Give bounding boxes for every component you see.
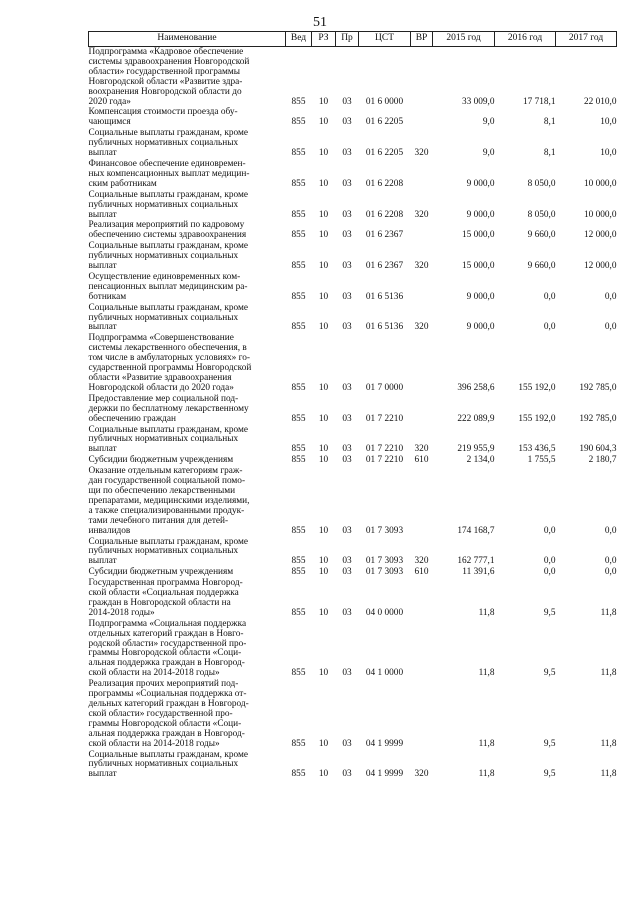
row-ved: 855 bbox=[291, 525, 306, 536]
row-pr: 03 bbox=[342, 567, 352, 578]
row-pr: 03 bbox=[342, 769, 352, 780]
row-cst: 01 7 2210 bbox=[365, 455, 404, 466]
table-row bbox=[89, 619, 617, 679]
table-row bbox=[89, 272, 617, 303]
row-name bbox=[89, 159, 286, 190]
row-rz: 10 bbox=[318, 117, 329, 128]
row-name-line: Социальные выплаты гражданам, кроме bbox=[88, 424, 248, 435]
row-name-line: ской области» государственной про- bbox=[88, 708, 233, 719]
row-vr bbox=[411, 333, 433, 393]
row-amount-2015: 9,0 bbox=[482, 117, 495, 128]
row-name-line: Социальные выплаты гражданам, кроме bbox=[88, 302, 248, 313]
row-name-line: Социальные выплаты гражданам, кроме bbox=[88, 241, 248, 252]
row-name bbox=[89, 333, 286, 393]
row-name bbox=[89, 394, 286, 425]
row-cst: 01 6 2205 bbox=[365, 148, 404, 159]
row-name-line: Осуществление единовременных ком- bbox=[88, 271, 241, 282]
row-name-line: 2014-2018 годы» bbox=[88, 607, 155, 618]
row-vr bbox=[411, 394, 433, 425]
row-name-line: Финансовое обеспечение единовремен- bbox=[88, 158, 246, 169]
row-vr bbox=[411, 679, 433, 749]
row-amount-2016: 9,5 bbox=[543, 607, 556, 618]
row-cst: 04 0 0000 bbox=[365, 607, 404, 618]
row-cst: 01 6 2208 bbox=[365, 209, 404, 220]
row-name-line: держки по бесплатному лекарственному bbox=[88, 403, 249, 414]
row-ved: 855 bbox=[291, 738, 306, 749]
table-row bbox=[89, 303, 617, 334]
row-name-line: обеспечению системы здравоохранения bbox=[88, 230, 247, 241]
row-ved: 855 bbox=[291, 209, 306, 220]
row-name-line: Социальные выплаты гражданам, кроме bbox=[88, 749, 248, 760]
table-body bbox=[89, 47, 617, 781]
row-pr: 03 bbox=[342, 261, 352, 272]
row-ved: 855 bbox=[291, 230, 306, 241]
row-name-line: публичных нормативных социальных bbox=[88, 251, 239, 262]
row-ved: 855 bbox=[291, 769, 306, 780]
row-name-line: выплат bbox=[88, 444, 117, 455]
row-pr: 03 bbox=[342, 148, 352, 159]
row-amount-2016: 9 660,0 bbox=[527, 230, 556, 241]
row-ved: 855 bbox=[291, 178, 306, 189]
row-rz: 10 bbox=[318, 291, 329, 302]
header-2016: 2016 год bbox=[495, 32, 556, 47]
row-ved: 855 bbox=[291, 567, 306, 578]
row-amount-2015: 222 089,9 bbox=[457, 413, 495, 424]
row-rz: 10 bbox=[318, 769, 329, 780]
row-amount-2017: 192 785,0 bbox=[579, 413, 617, 424]
row-amount-2017: 0,0 bbox=[604, 525, 617, 536]
row-name-line: граммы Новгородской области «Соци- bbox=[88, 718, 242, 729]
row-name-line: Субсидии бюджетным учреждениям bbox=[88, 567, 234, 578]
row-cst: 01 6 2208 bbox=[365, 178, 404, 189]
table-row bbox=[89, 333, 617, 393]
row-cst: 01 7 3093 bbox=[365, 567, 404, 578]
row-name-line: Реализация прочих мероприятий под- bbox=[88, 679, 239, 690]
row-vr: 320 bbox=[414, 148, 429, 159]
row-name-line: ботникам bbox=[88, 291, 127, 302]
row-cst: 04 1 9999 bbox=[365, 738, 404, 749]
header-cst: ЦСТ bbox=[359, 32, 411, 47]
row-rz: 10 bbox=[318, 413, 329, 424]
row-cst: 01 7 2210 bbox=[365, 413, 404, 424]
row-name-line: альная поддержка граждан в Новгород- bbox=[88, 658, 245, 669]
row-amount-2016: 1 755,5 bbox=[527, 455, 556, 466]
row-amount-2015: 11 391,6 bbox=[462, 567, 495, 578]
row-ved: 855 bbox=[291, 413, 306, 424]
row-amount-2015: 2 134,0 bbox=[466, 455, 495, 466]
table-header-row bbox=[89, 32, 617, 47]
row-name-line: ской области «Социальная поддержка bbox=[88, 588, 239, 599]
header-2017: 2017 год bbox=[556, 32, 617, 47]
row-cst: 01 6 2367 bbox=[365, 230, 404, 241]
row-amount-2015: 9 000,0 bbox=[466, 322, 495, 333]
row-amount-2015: 9 000,0 bbox=[466, 291, 495, 302]
table-row bbox=[89, 455, 617, 466]
row-name-line: Социальные выплаты гражданам, кроме bbox=[88, 189, 248, 200]
row-amount-2015: 33 009,0 bbox=[461, 96, 495, 107]
row-name-line: Реализация мероприятий по кадровому bbox=[88, 220, 245, 231]
row-amount-2017: 0,0 bbox=[604, 322, 617, 333]
row-ved: 855 bbox=[291, 117, 306, 128]
row-pr: 03 bbox=[342, 556, 352, 567]
row-name-line: Социальные выплаты гражданам, кроме bbox=[88, 128, 248, 139]
row-name-line: препаратами, медицинскими изделиями, bbox=[88, 495, 250, 506]
row-pr: 03 bbox=[342, 413, 352, 424]
row-rz: 10 bbox=[318, 230, 329, 241]
table-row bbox=[89, 567, 617, 578]
row-name-line: сударственной программы Новгородской bbox=[88, 363, 252, 374]
row-pr: 03 bbox=[342, 455, 352, 466]
row-amount-2017: 12 000,0 bbox=[583, 230, 617, 241]
row-pr: 03 bbox=[342, 230, 352, 241]
row-name bbox=[89, 303, 286, 334]
row-amount-2016: 0,0 bbox=[543, 567, 556, 578]
budget-table bbox=[88, 31, 617, 780]
row-pr: 03 bbox=[342, 382, 352, 393]
row-name-line: том числе в амбулаторных условиях» го- bbox=[88, 353, 250, 364]
row-cst: 01 6 5136 bbox=[365, 291, 404, 302]
row-cst: 01 6 0000 bbox=[365, 96, 404, 107]
row-vr bbox=[411, 107, 433, 128]
row-amount-2015: 11,8 bbox=[478, 668, 495, 679]
row-name-line: выплат bbox=[88, 148, 117, 159]
row-name-line: альная поддержка граждан в Новгород- bbox=[88, 728, 245, 739]
row-name bbox=[89, 619, 286, 679]
row-vr: 610 bbox=[414, 455, 429, 466]
row-amount-2017: 11,8 bbox=[600, 769, 617, 780]
row-name-line: чающимся bbox=[88, 117, 131, 128]
row-amount-2017: 0,0 bbox=[604, 567, 617, 578]
row-name bbox=[89, 537, 286, 568]
row-pr: 03 bbox=[342, 738, 352, 749]
row-ved: 855 bbox=[291, 607, 306, 618]
row-ved: 855 bbox=[291, 668, 306, 679]
row-pr: 03 bbox=[342, 178, 352, 189]
row-amount-2015: 162 777,1 bbox=[457, 556, 495, 567]
row-name-line: публичных нормативных социальных bbox=[88, 312, 239, 323]
row-cst: 04 1 9999 bbox=[365, 769, 404, 780]
row-name bbox=[89, 272, 286, 303]
row-amount-2016: 0,0 bbox=[543, 322, 556, 333]
row-amount-2015: 9 000,0 bbox=[466, 209, 495, 220]
row-name-line: публичных нормативных социальных bbox=[88, 759, 239, 770]
row-amount-2017: 22 010,0 bbox=[583, 96, 617, 107]
row-amount-2017: 192 785,0 bbox=[579, 382, 617, 393]
row-name-line: воохранения Новгородской области до bbox=[88, 86, 242, 97]
row-rz: 10 bbox=[318, 525, 329, 536]
header-ved: Вед bbox=[286, 32, 312, 47]
row-rz: 10 bbox=[318, 607, 329, 618]
row-cst: 01 7 0000 bbox=[365, 382, 404, 393]
row-amount-2016: 155 192,0 bbox=[518, 413, 556, 424]
row-amount-2016: 0,0 bbox=[543, 291, 556, 302]
header-rz: РЗ bbox=[312, 32, 336, 47]
row-name bbox=[89, 47, 286, 108]
row-amount-2015: 174 168,7 bbox=[457, 525, 495, 536]
row-name-line: выплат bbox=[88, 769, 117, 780]
row-amount-2017: 12 000,0 bbox=[583, 261, 617, 272]
row-name bbox=[89, 220, 286, 241]
row-amount-2016: 8,1 bbox=[543, 117, 556, 128]
row-name-line: а также специализированными продук- bbox=[88, 505, 245, 516]
row-name-line: публичных нормативных социальных bbox=[88, 546, 239, 557]
row-name-line: ской области на 2014-2018 годы» bbox=[88, 738, 220, 749]
row-name bbox=[89, 107, 286, 128]
row-name-line: ской области на 2014-2018 годы» bbox=[88, 668, 220, 679]
row-cst: 04 1 0000 bbox=[365, 668, 404, 679]
row-name-line: выплат bbox=[88, 556, 117, 567]
row-name-line: Предоставление мер социальной под- bbox=[88, 393, 239, 404]
row-amount-2016: 9 660,0 bbox=[527, 261, 556, 272]
row-amount-2017: 0,0 bbox=[604, 291, 617, 302]
row-name-line: Подпрограмма «Кадровое обеспечение bbox=[88, 47, 244, 57]
row-amount-2017: 10 000,0 bbox=[583, 209, 617, 220]
row-name-line: Новгородской области «Развитие здра- bbox=[88, 76, 243, 87]
table-row bbox=[89, 578, 617, 619]
row-name-line: Социальные выплаты гражданам, кроме bbox=[88, 536, 248, 547]
table-row bbox=[89, 537, 617, 568]
row-amount-2015: 11,8 bbox=[478, 738, 495, 749]
table-row bbox=[89, 159, 617, 190]
row-pr: 03 bbox=[342, 607, 352, 618]
row-rz: 10 bbox=[318, 444, 329, 455]
row-amount-2017: 2 180,7 bbox=[588, 455, 617, 466]
row-ved: 855 bbox=[291, 382, 306, 393]
row-vr bbox=[411, 159, 433, 190]
row-amount-2016: 9,5 bbox=[543, 738, 556, 749]
row-amount-2016: 0,0 bbox=[543, 556, 556, 567]
row-amount-2016: 0,0 bbox=[543, 525, 556, 536]
row-vr: 610 bbox=[414, 567, 429, 578]
row-name-line: выплат bbox=[88, 322, 117, 333]
row-amount-2015: 396 258,6 bbox=[457, 382, 495, 393]
row-rz: 10 bbox=[318, 738, 329, 749]
row-amount-2015: 15 000,0 bbox=[461, 230, 495, 241]
row-vr bbox=[411, 619, 433, 679]
row-amount-2016: 8 050,0 bbox=[527, 178, 556, 189]
row-ved: 855 bbox=[291, 96, 306, 107]
row-amount-2015: 11,8 bbox=[478, 769, 495, 780]
row-vr: 320 bbox=[414, 769, 429, 780]
row-vr: 320 bbox=[414, 444, 429, 455]
row-amount-2015: 11,8 bbox=[478, 607, 495, 618]
row-rz: 10 bbox=[318, 148, 329, 159]
table-row bbox=[89, 47, 617, 108]
row-name-line: инвалидов bbox=[88, 525, 131, 536]
header-pr: Пр bbox=[336, 32, 359, 47]
header-2015: 2015 год bbox=[433, 32, 495, 47]
row-name-line: системы здравоохранения Новгородской bbox=[88, 56, 250, 67]
row-ved: 855 bbox=[291, 556, 306, 567]
row-name-line: Новгородской области до 2020 года» bbox=[88, 382, 234, 393]
row-amount-2016: 17 718,1 bbox=[522, 96, 556, 107]
row-rz: 10 bbox=[318, 382, 329, 393]
row-name-line: ским работникам bbox=[88, 178, 157, 189]
row-pr: 03 bbox=[342, 322, 352, 333]
row-amount-2016: 153 436,5 bbox=[518, 444, 556, 455]
row-name-line: Подпрограмма «Социальная поддержка bbox=[88, 618, 247, 629]
row-name-line: тами лечебного питания для детей- bbox=[88, 515, 229, 526]
row-amount-2016: 9,5 bbox=[543, 769, 556, 780]
table-row bbox=[89, 241, 617, 272]
header-name: Наименование bbox=[89, 32, 286, 47]
row-cst: 01 6 2367 bbox=[365, 261, 404, 272]
row-amount-2016: 8,1 bbox=[543, 148, 556, 159]
row-name-line: Подпрограмма «Совершенствование bbox=[88, 333, 234, 344]
table-row bbox=[89, 107, 617, 128]
row-vr: 320 bbox=[414, 556, 429, 567]
row-name-line: Компенсация стоимости проезда обу- bbox=[88, 107, 238, 118]
row-rz: 10 bbox=[318, 567, 329, 578]
row-amount-2017: 0,0 bbox=[604, 556, 617, 567]
row-cst: 01 7 3093 bbox=[365, 556, 404, 567]
row-amount-2015: 9,0 bbox=[482, 148, 495, 159]
row-name-line: дельных категорий граждан в Новгород- bbox=[88, 699, 249, 709]
row-name-line: публичных нормативных социальных bbox=[88, 199, 239, 210]
row-name-line: выплат bbox=[88, 209, 117, 220]
row-rz: 10 bbox=[318, 178, 329, 189]
row-name bbox=[89, 750, 286, 781]
row-vr: 320 bbox=[414, 209, 429, 220]
table-row bbox=[89, 220, 617, 241]
row-name-line: выплат bbox=[88, 261, 117, 272]
row-amount-2017: 11,8 bbox=[600, 607, 617, 618]
row-cst: 01 7 2210 bbox=[365, 444, 404, 455]
row-rz: 10 bbox=[318, 455, 329, 466]
row-amount-2017: 10,0 bbox=[600, 117, 617, 128]
row-amount-2016: 155 192,0 bbox=[518, 382, 556, 393]
row-name bbox=[89, 567, 286, 578]
row-name bbox=[89, 466, 286, 536]
row-rz: 10 bbox=[318, 556, 329, 567]
table-row bbox=[89, 128, 617, 159]
row-ved: 855 bbox=[291, 261, 306, 272]
row-amount-2017: 11,8 bbox=[600, 668, 617, 679]
table-row bbox=[89, 190, 617, 221]
table-row bbox=[89, 425, 617, 456]
row-ved: 855 bbox=[291, 291, 306, 302]
row-name-line: Оказание отдельным категориям граж- bbox=[88, 466, 243, 477]
row-vr bbox=[411, 47, 433, 108]
row-cst: 01 6 2205 bbox=[365, 117, 404, 128]
row-name-line: области «Развитие здравоохранения bbox=[88, 373, 232, 383]
row-ved: 855 bbox=[291, 148, 306, 159]
table-row bbox=[89, 679, 617, 749]
row-ved: 855 bbox=[291, 322, 306, 333]
row-rz: 10 bbox=[318, 96, 329, 107]
row-name-line: родской области» государственной про- bbox=[88, 638, 247, 649]
row-amount-2017: 10 000,0 bbox=[583, 178, 617, 189]
row-name bbox=[89, 578, 286, 619]
row-rz: 10 bbox=[318, 209, 329, 220]
row-pr: 03 bbox=[342, 117, 352, 128]
row-vr bbox=[411, 220, 433, 241]
row-vr bbox=[411, 466, 433, 536]
row-amount-2017: 10,0 bbox=[600, 148, 617, 159]
row-name-line: 2020 года» bbox=[88, 96, 131, 107]
row-name-line: граммы Новгородской области «Соци- bbox=[88, 648, 242, 659]
row-vr bbox=[411, 578, 433, 619]
row-name bbox=[89, 241, 286, 272]
row-name-line: граждан в Новгородской области на bbox=[88, 597, 231, 608]
row-amount-2015: 9 000,0 bbox=[466, 178, 495, 189]
header-vr: ВР bbox=[411, 32, 433, 47]
row-amount-2016: 8 050,0 bbox=[527, 209, 556, 220]
row-name bbox=[89, 425, 286, 456]
row-rz: 10 bbox=[318, 668, 329, 679]
row-name-line: щи по обеспечению лекарственными bbox=[88, 485, 236, 496]
row-rz: 10 bbox=[318, 322, 329, 333]
row-pr: 03 bbox=[342, 668, 352, 679]
row-amount-2017: 190 604,3 bbox=[579, 444, 617, 455]
row-name bbox=[89, 128, 286, 159]
row-name-line: обеспечению граждан bbox=[88, 413, 176, 424]
row-name-line: отдельных категорий граждан в Новго- bbox=[88, 628, 244, 639]
row-cst: 01 7 3093 bbox=[365, 525, 404, 536]
row-amount-2016: 9,5 bbox=[543, 668, 556, 679]
row-vr bbox=[411, 272, 433, 303]
row-name-line: программы «Социальная поддержка от- bbox=[88, 689, 247, 700]
row-pr: 03 bbox=[342, 96, 352, 107]
row-name bbox=[89, 455, 286, 466]
row-amount-2015: 15 000,0 bbox=[461, 261, 495, 272]
row-name-line: пенсационных выплат медицинским ра- bbox=[88, 281, 248, 292]
row-vr: 320 bbox=[414, 261, 429, 272]
row-name-line: публичных нормативных социальных bbox=[88, 138, 239, 149]
row-name-line: ных компенсационных выплат медицин- bbox=[88, 168, 250, 179]
row-ved: 855 bbox=[291, 444, 306, 455]
page-number: 51 bbox=[313, 15, 327, 30]
row-amount-2015: 219 955,9 bbox=[457, 444, 495, 455]
row-pr: 03 bbox=[342, 444, 352, 455]
row-name-line: Государственная программа Новгород- bbox=[88, 578, 243, 589]
row-name-line: дан государственной социальной помо- bbox=[88, 476, 246, 487]
row-name bbox=[89, 190, 286, 221]
row-name-line: публичных нормативных социальных bbox=[88, 434, 239, 445]
row-pr: 03 bbox=[342, 291, 352, 302]
row-ved: 855 bbox=[291, 455, 306, 466]
table-row bbox=[89, 394, 617, 425]
row-name-line: системы лекарственного обеспечения, в bbox=[88, 343, 247, 354]
row-pr: 03 bbox=[342, 525, 352, 536]
row-name-line: области» государственной программы bbox=[88, 66, 241, 77]
row-rz: 10 bbox=[318, 261, 329, 272]
row-name-line: Субсидии бюджетным учреждениям bbox=[88, 455, 234, 466]
row-cst: 01 6 5136 bbox=[365, 322, 404, 333]
row-vr: 320 bbox=[414, 322, 429, 333]
table-row bbox=[89, 750, 617, 781]
row-name bbox=[89, 679, 286, 749]
row-pr: 03 bbox=[342, 209, 352, 220]
row-amount-2017: 11,8 bbox=[600, 738, 617, 749]
table-row bbox=[89, 466, 617, 536]
